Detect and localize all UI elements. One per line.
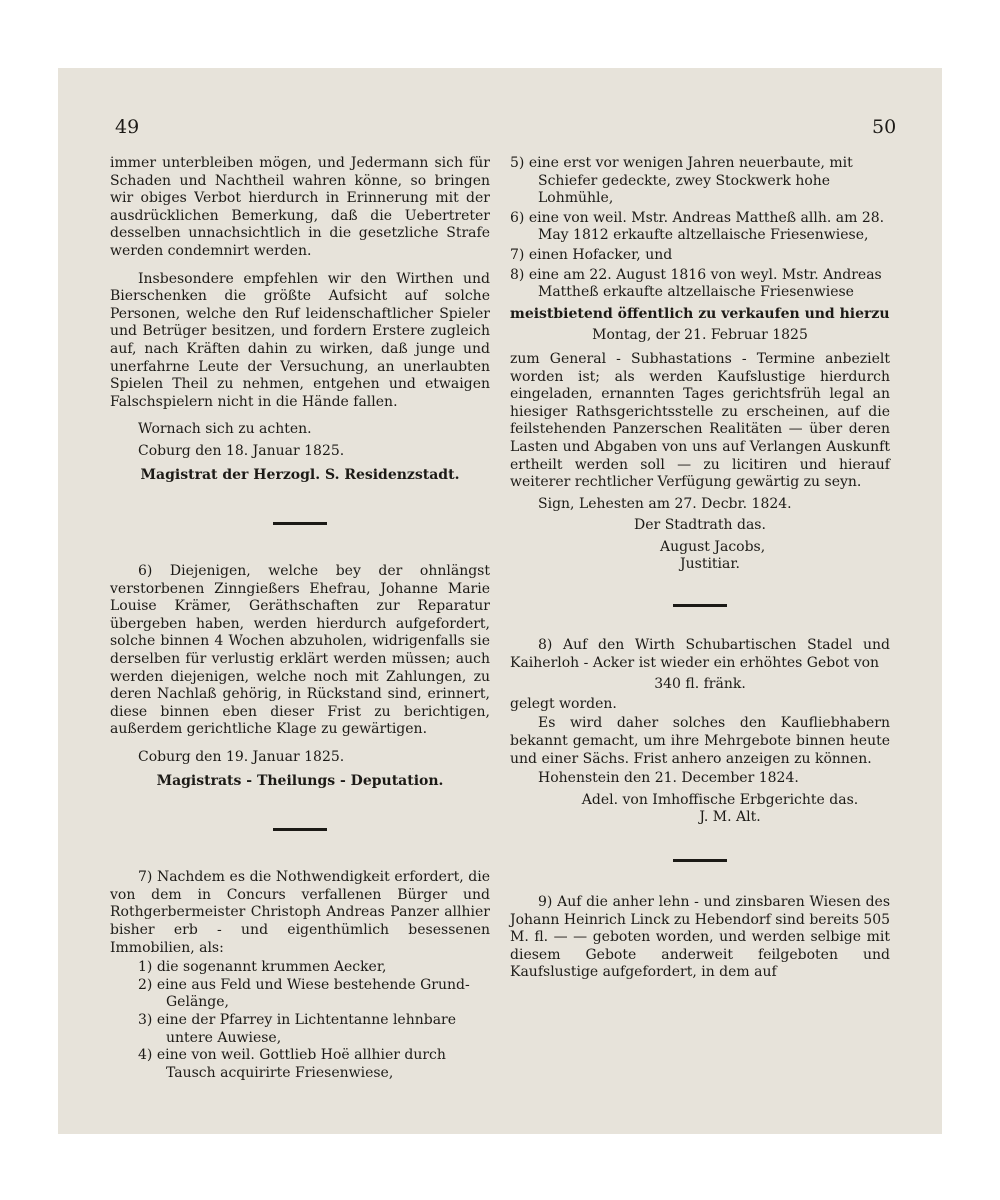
list-item: 7) einen Hofacker, und — [510, 246, 673, 263]
left-column — [110, 155, 490, 1082]
page-number-right: 50 — [872, 116, 897, 138]
right-column — [510, 155, 890, 992]
list-item: 8) eine am 22. August 1816 von weyl. Mstr. Andreas Mattheß erkaufte altzellaische Friesenwiese — [510, 266, 882, 301]
bid-amount: 340 fl. fränk. — [654, 676, 746, 693]
sale-phrase: meistbietend öffentlich zu verkaufen und hierzu — [510, 305, 890, 322]
notice-9: 9) Auf die anher lehn - und zinsbaren Wiesen des Johann Heinrich Linck zu Hebendorf sind bereits 505 M. fl. — — geboten worden, und werden selbige mit diesem Gebote anderweit feilgeboten und Kaufslustige aufgefordert, in dem auf — [510, 894, 891, 981]
signature-deputation: Magistrats - Theilungs - Deputation. — [156, 772, 444, 789]
notice-7: 7) Nachdem es die Nothwendigkeit erfordert, die von dem in Concurs verfallenen Bürger und Rothgerbermeister Christoph Andreas Panzer allhier bisher erb - und eigenthümlich besessenen Immobilien, als: — [110, 869, 490, 956]
notice-6: 6) Diejenigen, welche bey der ohnlängst verstorbenen Zinngießers Ehefrau, Johanne Marie Louise Krämer, Geräthschaften zur Reparatur übergeben haben, werden hierdurch aufgefordert, solche binnen 4 Wochen abzuholen, widrigenfalls sie derselben für verlustig erklärt werden müssen; auch werden diejenigen, welche noch mit Zahlungen, zu deren Nachlaß gehörig, in Rückstand sind, erinnert, diese binnen eben dieser Frist zu berichtigen, außerdem gerichtliche Klage zu gewärtigen. — [110, 563, 490, 738]
notice-8-text: Es wird daher solches den Kaufliebhabern bekannt gemacht, um ihre Mehrgebote binnen heute und einer Sächs. Frist anhero anzeigen zu können. — [510, 715, 890, 767]
list-item: 3) eine der Pfarrey in Lichtentanne lehnbare untere Auwiese, — [138, 1011, 457, 1046]
list-item: 4) eine von weil. Gottlieb Hoë allhier durch Tausch acquirirte Friesenwiese, — [138, 1047, 446, 1081]
notice-8-cont: gelegt worden. — [510, 695, 617, 712]
signature-council: Der Stadtrath das. — [634, 517, 766, 534]
property-list — [510, 155, 890, 302]
closing-phrase: Wornach sich zu achten. — [138, 421, 312, 438]
paragraph-innkeepers: Insbesondere empfehlen wir den Wirthen und Bierschenken die größte Aufsicht auf solche Personen, welche den Ruf leidenschaftlicher Spieler und Betrüger besitzen, und fordern Erstere zugleich auf, nach Kräften dahin zu wirken, daß junge und unerfahrne Leute der Versuchung, an unerlaubten Spielen Theil zu nehmen, entgehen und etwaigen Falschspielern nicht in die Hände fallen. — [110, 270, 490, 410]
auction-date: Montag, der 21. Februar 1825 — [592, 327, 808, 344]
list-item: 5) eine erst vor wenigen Jahren neuerbaute, mit Schiefer gedeckte, zwey Stockwerk hohe Lohmühle, — [510, 155, 853, 207]
page-number-left: 49 — [115, 116, 140, 138]
section-divider — [273, 828, 327, 831]
signature-magistrate: Magistrat der Herzogl. S. Residenzstadt. — [140, 466, 460, 483]
section-divider — [673, 604, 727, 607]
date-line: Coburg den 19. Januar 1825. — [138, 749, 345, 766]
signature-court-name: J. M. Alt. — [699, 809, 761, 826]
list-item: 6) eine von weil. Mstr. Andreas Mattheß allh. am 28. May 1812 erkaufte altzellaische Friesenwiese, — [510, 209, 885, 244]
auction-text: zum General - Subhastations - Termine anbezielt worden ist; als werden Kaufslustige hierdurch eingeladen, ernannten Tages gerichtsfrüh legal an hiesiger Rathsgerichtsstelle zu erscheinen, auf die feilstehenden Panzerschen Realitäten — über deren Lasten und Abgaben von uns auf Verlangen Auskunft ertheilt werden soll — zu licitiren und hierauf weiterer rechtlicher Verfügung gewärtig zu seyn. — [510, 350, 890, 491]
list-item: 2) eine aus Feld und Wiese bestehende Grund-Gelänge, — [138, 976, 470, 1011]
list-item: 1) die sogenannt krummen Aecker, — [138, 959, 387, 976]
signature-title: Justitiar. — [680, 556, 740, 573]
section-divider — [273, 522, 327, 525]
paragraph-continuation: immer unterbleiben mögen, und Jedermann sich für Schaden und Nachtheil wahren könne, so bringen wir obiges Verbot hierdurch in Erinnerung mit der ausdrücklichen Bemerkung, daß die Uebertreter desselben unnachsichtlich in die gesetzliche Strafe werden condemnirt werden. — [110, 155, 490, 259]
signature-court: Adel. von Imhoffische Erbgerichte das. — [581, 791, 859, 808]
property-list — [110, 959, 490, 1082]
date-line: Coburg den 18. Januar 1825. — [138, 442, 345, 459]
signature-name: August Jacobs, — [660, 538, 766, 555]
notice-8: 8) Auf den Wirth Schubartischen Stadel und Kaiherloh - Acker ist wieder ein erhöhtes Gebot von — [510, 637, 890, 671]
date-line: Hohenstein den 21. December 1824. — [538, 770, 799, 787]
date-line: Sign, Lehesten am 27. Decbr. 1824. — [538, 495, 792, 512]
section-divider — [673, 859, 727, 862]
